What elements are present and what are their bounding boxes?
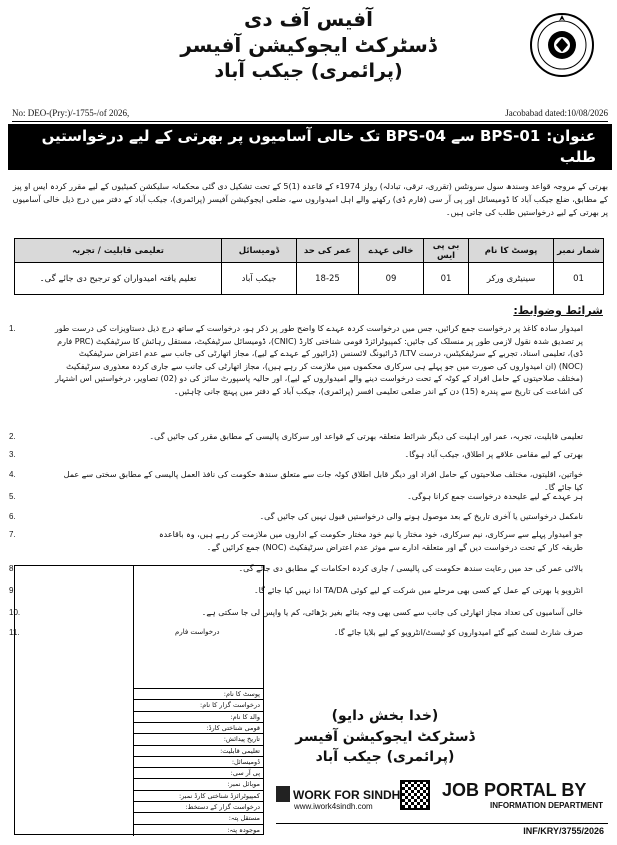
condition-number: 7. [9,530,16,539]
form-field-label: پی آر سی: [134,767,264,778]
signatory-department: (پرائمری) جیکب آباد [315,749,455,765]
condition-text: جو امیدوار پہلے سے سرکاری، نیم سرکاری، خود مختار یا نیم خود مختار حکومت کے اداروں میں ملازمت کر رہے ہیں، وہ باقاعدہ طریقہ کار کے تحت درخواست دیں گے اور متعلقہ ادارے سے موثر عدم اعتراض سرٹیفکیٹ (NOC) جمع کرائیں گے۔ [158,530,583,552]
form-field-label: درخواست گزار کا نام: [134,699,264,710]
office-line-1: آفیس آف دی [244,7,373,31]
table-header-row [15,239,604,263]
condition-number: 10. [9,608,21,617]
condition-text: نامکمل درخواستیں یا آخری تاریخ کے بعد موصول ہونے والی درخواستیں قبول نہیں کی جائیں گی۔ [259,512,583,521]
form-field-label: موبائل نمبر: [134,778,264,789]
sindh-government-seal-icon [529,12,595,78]
vacancy-table [14,238,604,295]
condition-text: صرف شارٹ لسٹ کیے گئے امیدواروں کو ٹیسٹ/انٹرویو کے لیے بلایا جائے گا۔ [333,628,583,637]
condition-text: بالائی عمر کی حد میں رعایت سندھ حکومت کی پالیسی / جاری کردہ احکامات کے مطابق دی جائے گی۔ [238,564,583,573]
condition-text: بھرتی کے لیے مقامی علاقے پر اطلاق، جیکب آباد ہوگا۔ [404,450,583,459]
office-title [0,6,617,84]
form-field-label: کمپیوٹرائزڈ شناختی کارڈ نمبر: [134,790,264,801]
col-post: پوسٹ کا نام [469,239,554,263]
cell-age: 18-25 [297,263,359,295]
col-bps: بی پی ایس [424,239,469,263]
condition-number: 6. [9,512,16,521]
subject-line-2: کرنے کا اعلان [349,169,446,187]
job-portal-title: JOB PORTAL BY [442,780,587,800]
qr-code-icon [400,780,430,810]
footer-divider [276,823,608,824]
condition-number: 1. [9,324,16,333]
work-for-sindh-logo [276,786,400,802]
form-field-label: درخواست گزار کے دستخط: [134,801,264,812]
intro-paragraph: بھرتی کے مروجہ قواعد وسندھ سول سرونٹس (تقرری، ترقی، تبادلہ) رولز 1974ء کے قاعدہ (1)5 کے تحت تشکیل دی گئی محکمانہ سلیکشن کمیٹیوں کے لیے مقرر کردہ ایس او پیز کے مطابق، ضلع جیکب آباد کا ڈومیسائل اور پی آر سی (فارم ڈی) رکھنے والے اہل امیدواروں سے، ضلعی ایجوکیشن آفیسر (پرائمری)، جیکب آباد کے دفتر میں درج ذیل خالی آسامیوں پر بھرتی کے لیے درخواستیں طلب کی جاتی ہیں۔ [12,182,608,217]
office-line-3: (پرائمری) جیکب آباد [214,60,403,82]
job-portal-subtitle: INFORMATION DEPARTMENT [490,801,604,810]
form-field-label: موجودہ پتہ: [134,824,264,835]
application-form-box [14,565,264,835]
reference-date: Jacobabad dated:10/08/2026 [505,108,608,118]
subject-line-1: BPS-01 سے BPS-04 تک خالی آسامیوں پر بھرتی کے لیے درخواستیں طلب [41,127,596,166]
footer-logos [276,780,608,820]
work-for-sindh-url: www.iwork4sindh.com [294,802,373,811]
divider [12,121,608,122]
work-for-sindh-text: WORK FOR SINDH [293,788,401,802]
work-for-sindh-icon [276,786,290,802]
signatory-name: (خدا بخش دایو) [331,708,439,724]
condition-number: 3. [9,450,16,459]
condition-number: 4. [9,470,16,479]
condition-text: امیدوار سادہ کاغذ پر درخواست جمع کرائیں، جس میں درخواست کردہ عہدے کا واضح طور پر ذکر ہو، درخواست کے ساتھ درج ذیل دستاویزات کی درست طور پر تصدیق شدہ نقول لازمی طور پر منسلک کی جائیں: کمپیوٹرائزڈ قومی شناختی کارڈ (CNIC)، ڈومیسائل سرٹیفکیٹ، مستقل رہائش کا سرٹیفکیٹ (PRC فارم ڈی)، تعلیمی اسناد، تجربے کے سرٹیفکیٹس، درست LTV/ ڈرائیونگ لائسنس (ڈرائیور کے عہدے کے لیے)، مجاز اتھارٹی کی جانب سے عدم اعتراض سرٹیفکیٹ (NOC) (ان امیدواروں کی صورت میں جو پہلے ہی سرکاری محکموں میں ملازمت کر رہے ہیں)، مجاز اتھارٹی کی جانب سے جاری کردہ معذوری سرٹیفکیٹ (مختلف صلاحیتوں کے حامل افراد کے کوٹہ کے تحت درخواست دینے والے امیدواروں کے لیے)، اور حالیہ پاسپورٹ سائز کی دو (02) تصاویر، درخواستیں اس اشتہار کی اشاعت کی تاریخ سے پندرہ (15) دن کے اندر ضلعی تعلیمی افسر (پرائمری)، جیکب آباد کے دفتر میں پہنچ جانی چاہئیں۔ [54,324,583,396]
condition-text: خالی آسامیوں کی تعداد مجاز اتھارٹی کی جانب سے کسی بھی وجہ بتائے بغیر بڑھائی، کم یا واپس لی جا سکتی ہے۔ [201,608,583,617]
cell-serial: 01 [554,263,604,295]
cell-vacancies: 09 [359,263,424,295]
reference-number: No: DEO-(Pry:)/-1755-/of 2026, [12,108,130,118]
form-top-label: درخواست فارم [175,628,220,636]
condition-number: 8. [9,564,16,573]
form-field-label: تعلیمی قابلیت: [134,745,264,756]
col-serial: شمار نمبر [554,239,604,263]
letterhead [0,6,617,106]
condition-text: انٹرویو یا بھرتی کے عمل کے کسی بھی مرحلے میں شرکت کے لیے کوئی TA/DA ادا نہیں کیا جائے گا۔ [253,586,583,595]
condition-text: ہر عہدے کے لیے علیحدہ درخواست جمع کرانا ہوگی۔ [407,492,583,501]
condition-number: 9. [9,586,16,595]
col-age: عمر کی حد [297,239,359,263]
form-field-label: والد کا نام: [134,711,264,722]
condition-text: تعلیمی قابلیت، تجربہ، عمر اور اہلیت کی دیگر شرائط متعلقہ بھرتی کے قواعد اور سرکاری پالیسی کے مطابق مقرر کی جائیں گی۔ [149,432,583,441]
form-field-label: قومی شناختی کارڈ: [134,722,264,733]
form-field-label: تاریخ پیدائش: [134,733,264,744]
col-vacancies: خالی عہدے [359,239,424,263]
reference-line [12,108,608,122]
form-field-label: ڈومیسائل: [134,756,264,767]
condition-number: 11. [9,628,20,637]
col-domicile: ڈومیسائل [222,239,297,263]
form-field-label: پوسٹ کا نام: [134,688,264,699]
signatory-title: ڈسٹرکٹ ایجوکیشن آفیسر [295,729,475,745]
cell-qualification: تعلیم یافتہ امیدواران کو ترجیح دی جائے گی۔ [15,263,222,295]
subject-prefix: عنوان: [546,127,596,145]
table-row [15,263,604,295]
office-line-2: ڈسٹرکٹ ایجوکیشن آفیسر [180,33,437,57]
form-field-label: مستقل پتہ: [134,812,264,823]
conditions-title: شرائط وضوابط: [513,304,603,317]
condition-number: 5. [9,492,16,501]
col-qualification: تعلیمی قابلیت / تجربہ [15,239,222,263]
cell-domicile: جیکب آباد [222,263,297,295]
subject-banner [8,124,612,187]
cell-post: سینیٹری ورکر [469,263,554,295]
condition-number: 2. [9,432,16,441]
condition-text: خواتین، اقلیتوں، مختلف صلاحیتوں کے حامل افراد اور دیگر قابل اطلاق کوٹہ جات سے متعلق سندھ حکومت کی نافذ العمل پالیسی کے مطابق سختی سے عمل کیا جائے گا۔ [63,470,583,492]
signature-block [290,705,480,767]
cell-bps: 01 [424,263,469,295]
advert-code: INF/KRY/3755/2026 [523,826,604,836]
